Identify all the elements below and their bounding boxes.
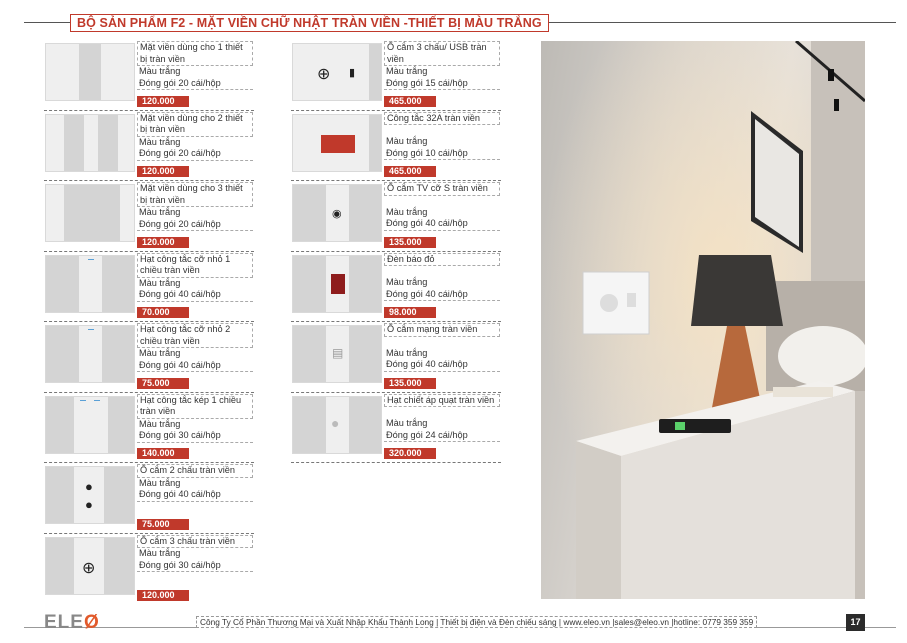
bedroom-product-photo [541,41,865,599]
product-pack: Đóng gói 40 cái/hộp [384,359,500,372]
switch-small-2-way-image [45,325,135,383]
socket-3-pin-usb-image: ⊕ ▮ [292,43,382,101]
product-name: Ổ cắm TV cỡ S tràn viền [384,182,500,196]
product-info [384,112,500,161]
product-color: Màu trắng [139,418,181,429]
red-indicator-light-image [292,255,382,313]
product-column-1 [44,40,254,604]
product-item [291,181,501,252]
product-item [44,40,254,111]
product-price: 465.000 [384,96,436,107]
product-pack: Đóng gói 40 cái/hộp [137,360,253,373]
eleo-logo: ELEØ [44,612,100,633]
product-pack: Đóng gói 24 cái/hộp [384,430,500,443]
product-color: Màu trắng [139,477,181,488]
product-name: Công tắc 32A tràn viền [384,112,500,126]
product-name: Hạt công tắc cỡ nhỏ 2 chiều tràn viền [137,323,253,348]
product-item [291,252,501,323]
product-item [44,181,254,252]
product-info [137,112,253,161]
product-pack: Đóng gói 15 cái/hộp [384,78,500,91]
product-item [44,393,254,464]
product-price: 135.000 [384,237,436,248]
product-info [137,182,253,231]
product-color: Màu trắng [139,277,181,288]
product-color: Màu trắng [386,136,428,146]
product-price: 120.000 [137,96,189,107]
product-name: Ổ cắm 2 chấu tràn viền [137,464,253,478]
product-color: Màu trắng [386,418,428,428]
socket-3-pin-image: ⊕ [45,537,135,595]
product-info [137,535,253,573]
product-pack: Đóng gói 40 cái/hộp [384,289,500,302]
tv-socket-image: ◉ [292,184,382,242]
product-pack: Đóng gói 20 cái/hộp [137,219,253,232]
page-title: BỘ SẢN PHẨM F2 - MẶT VIỀN CHỮ NHẬT TRÀN VIỀN -THIẾT BỊ MÀU TRẮNG [70,14,549,32]
product-color: Màu trắng [139,207,181,217]
product-color: Màu trắng [139,548,181,558]
product-price: 140.000 [137,448,189,459]
product-name: Mặt viền dùng cho 1 thiết bị tràn viền [137,41,253,66]
product-name: Ổ cắm mạng tràn viền [384,323,500,337]
product-price: 75.000 [137,378,189,389]
product-price: 70.000 [137,307,189,318]
product-price: 120.000 [137,166,189,177]
product-column-2 [291,40,501,463]
product-color: Màu trắng [139,136,181,147]
product-info [384,41,500,90]
switch-double-1-way-image [45,396,135,454]
product-info [137,323,253,372]
product-item [291,111,501,182]
product-name: Hạt chiết áp quạt tràn viền [384,394,500,408]
product-item [291,322,501,393]
product-info [137,394,253,443]
product-pack: Đóng gói 20 cái/hộp [137,78,253,91]
product-item [44,111,254,182]
product-info [137,464,253,502]
socket-2-pin-image: ● ● [45,466,135,524]
product-info [384,394,500,443]
product-info [384,323,500,372]
product-price: 465.000 [384,166,436,177]
frame-2-gang-image [45,114,135,172]
product-name: Hạt công tắc kép 1 chiều tràn viền [137,394,253,419]
product-name: Mặt viền dùng cho 2 thiết bị tràn viền [137,112,253,137]
product-item [44,463,254,534]
product-color: Màu trắng [139,348,181,358]
product-item [291,393,501,464]
product-pack: Đóng gói 40 cái/hộp [137,489,253,502]
product-item [291,40,501,111]
product-info [137,41,253,90]
product-name: Đèn báo đỏ [384,253,500,267]
switch-32a-image [292,114,382,172]
product-color: Màu trắng [139,66,181,76]
product-info [384,253,500,302]
product-item [44,252,254,323]
product-pack: Đóng gói 30 cái/hộp [137,560,253,573]
product-name: Ổ cắm 3 chấu tràn viền [137,535,253,549]
product-name: Hạt công tắc cỡ nhỏ 1 chiều tràn viền [137,253,253,278]
product-price: 120.000 [137,237,189,248]
fan-dimmer-image: ● [292,396,382,454]
switch-small-1-way-image [45,255,135,313]
product-color: Màu trắng [386,347,428,358]
product-color: Màu trắng [386,277,428,287]
page-number: 17 [846,614,865,631]
product-price: 75.000 [137,519,189,530]
product-item [44,322,254,393]
product-info [384,182,500,231]
product-pack: Đóng gói 10 cái/hộp [384,148,500,161]
product-price: 98.000 [384,307,436,318]
frame-3-gang-image [45,184,135,242]
product-info [137,253,253,302]
product-name: Mặt viền dùng cho 3 thiết bị tràn viền [137,182,253,207]
product-pack: Đóng gói 40 cái/hộp [384,218,500,231]
product-price: 320.000 [384,448,436,459]
product-color: Màu trắng [386,66,428,76]
product-pack: Đóng gói 30 cái/hộp [137,430,253,443]
product-pack: Đóng gói 40 cái/hộp [137,289,253,302]
product-pack: Đóng gói 20 cái/hộp [137,148,253,161]
footer-company-info: Công Ty Cổ Phần Thương Mại và Xuất Nhập Khẩu Thành Long | Thiết bị điện và Đèn chiếu sáng | www.eleo.vn |sales@eleo.vn |hotline: 0779 359 359 [196,616,757,628]
product-price: 135.000 [384,378,436,389]
product-item [44,534,254,605]
product-price: 120.000 [137,590,189,601]
product-name: Ổ cắm 3 chấu/ USB tràn viền [384,41,500,66]
product-color: Màu trắng [386,206,428,217]
network-socket-image: ▤ [292,325,382,383]
frame-1-gang-image [45,43,135,101]
